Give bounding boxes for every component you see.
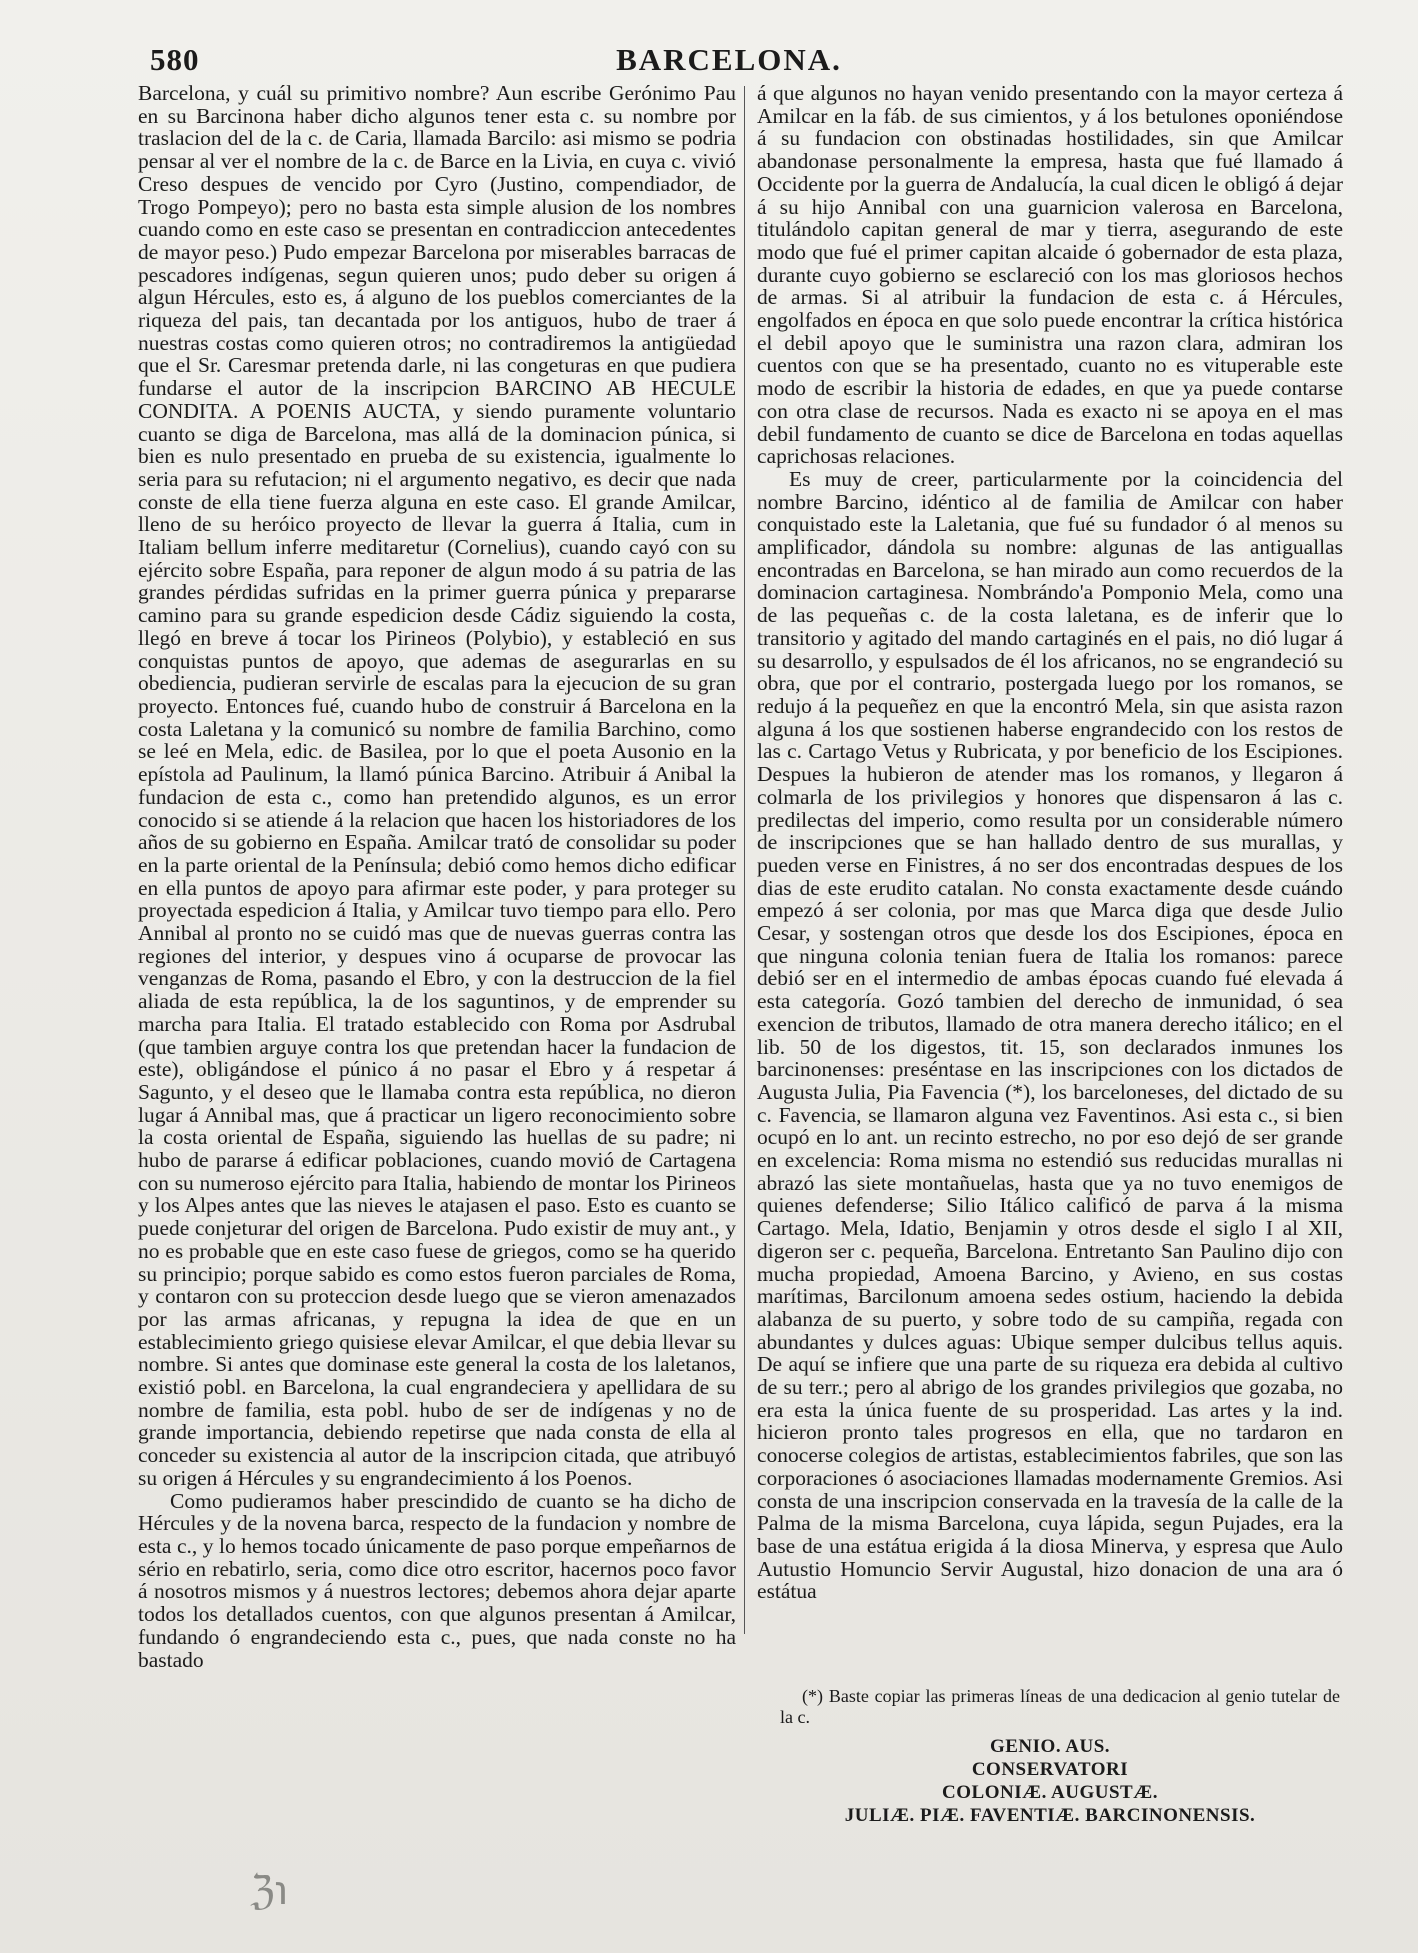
inscription-line: GENIO. AUS. xyxy=(989,1736,1111,1757)
left-paragraph-1: Barcelona, y cuál su primitivo nombre? Aun escribe Gerónimo Pau en su Barcinona haber dicho algunos tener esta c. su nombre por traslacion del de la c. de Caria, llamada Barcilo: asi mismo se podria pensar al ver el nombre de la c. de Barce en la Livia, en cuya c. vivió Creso despues de vencido por Cyro (Justino, compendiador, de Trogo Pompeyo); pero no basta esta simple alusion de los nombres cuando como en este caso se presentan en contradiccion antecedentes de mayor peso.) Pudo empezar Barcelona por miserables barracas de pescadores indígenas, segun quieren unos; pudo deber su origen á algun Hércules, esto es, á alguno de los pueblos comerciantes de la riqueza del pais, tan decantada por los antiguos, hubo de traer á nuestras costas como quieren otros; no contradiremos la antigüedad que el Sr. Caresmar pretenda darle, ni las congeturas en que pudiera fundarse el autor de la inscripcion BARCINO AB HECULE CONDITA. A POENIS AUCTA, y siendo puramente voluntario cuanto se diga de Barcelona, mas allá de la dominacion púnica, si bien es nulo presentado en prueba de su existencia, igualmente lo seria para su refutacion; ni el argumento negativo, es decir que nada conste de ella tiene fuerza alguna en este caso. El grande Amilcar, lleno de su heróico proyecto de llevar la guerra á Italia, cum in Italiam bellum inferre meditaretur (Cornelius), cuando cayó con su ejército sobre España, para reponer de algun modo á su patria de las grandes pérdidas sufridas en la primer guerra púnica y prepararse camino para su grande espedicion desde Cádiz siguiendo la costa, llegó en breve á tocar los Pirineos (Polybio), y estableció en sus conquistas puntos de apoyo, que ademas de asegurarlas en su obediencia, pudieran servirle de escalas para la ejecucion de su gran proyecto. Entonces fué, cuando hubo de construir á Barcelona en la costa Laletana y la comunicó su nombre de familia Barchino, como se leé en Mela, edic. de Basilea, por lo que el poeta Ausonio en la epístola ad Paulinum, la llamó púnica Barcino. Atribuir á Anibal la fundacion de esta c., como han pretendido algunos, es un error conocido si se atiende á la relacion que hacen los historiadores de los años de su gobierno en España. Amilcar trató de consolidar su poder en la parte oriental de la Península; debió como hemos dicho edificar en ella puntos de apoyo para afirmar este poder, y para proteger su proyectada espedicion á Italia, y Amilcar tuvo tiempo para ello. Pero Annibal al pronto no se cuidó mas que de nuevas guerras contra las regiones del interior, y despues vino á ocuparse de provocar las venganzas de Roma, pasando el Ebro, y con la destruccion de la fiel aliada de esta república, la de los saguntinos, y de emprender su marcha para Italia. El tratado establecido con Roma por Asdrubal (que tambien arguye contra los que pretendan hacer la fundacion de este), obligándose el púnico á no pasar el Ebro y á respetar á Sagunto, y el deseo que le llamaba contra esta república, no dieron lugar á Annibal mas, que á practicar un ligero reconocimiento sobre la costa oriental de España, siguiendo las huellas de su padre; ni hubo de pararse á edificar poblaciones, cuando movió de Cartagena con su numeroso ejército para Italia, habiendo de montar los Pirineos y los Alpes antes que las nieves le atajasen el paso. Esto es cuanto se puede conjeturar del origen de Barcelona. Pudo existir de muy ant., y no es probable que en este caso fuese de griegos, como se ha querido su principio; porque sabido es como estos fueron parciales de Roma, y contaron con su proteccion desde luego que se vieron amenazados por las armas africanas, y repugna la idea de que en un establecimiento griego quisiese elevar Amilcar, el que debia llevar su nombre. Si antes que dominase este general la costa de los laletanos, existió pobl. en Barcelona, la cual engrandeciera y apellidara de su nombre de familia, esta pobl. hubo de ser de indígenas y no de grande importancia, debiendo repetirse que nada consta de ella al conceder su existencia al autor de la inscripcion citada, que atribuyó su origen á Hércules y su engrandecimiento á los Poenos. xyxy=(138,81,736,1490)
right-paragraph-1: á que algunos no hayan venido presentando con la mayor certeza á Amilcar en la fáb. de sus cimientos, y á los betulones oponiéndose á su fundacion con obstinadas hostilidades, sin que Amilcar abandonase personalmente la empresa, hasta que fué llamado á Occidente por la guerra de Andalucía, la cual dicen le obligó á dejar á su hijo Annibal con una guarnicion valerosa en Barcelona, titulándolo capitan general de mar y tierra, asegurando de este modo que fué el primer capitan alcaide ó gobernador de esta plaza, durante cuyo gobierno se esclareció con los mas gloriosos hechos de armas. Si al atribuir la fundacion de esta c. á Hércules, engolfados en época en que solo puede encontrar la crítica histórica el debil apoyo que le suministra una razon clara, admiran los cuentos con que se ha presentado, cuanto no es vituperable este modo de escribir la historia de edades, en que ya puede contarse con otra clase de recursos. Nada es exacto ni se apoya en el mas debil fundamento de cuanto se dice de Barcelona en todas aquellas caprichosas relaciones. xyxy=(757,81,1343,469)
inscription-block xyxy=(757,1735,1343,1827)
footnote-text: (*) Baste copiar las primeras líneas de una dedicacion al genio tutelar de la c. xyxy=(780,1686,1340,1727)
right-column xyxy=(757,82,1343,1603)
running-title: BARCELONA. xyxy=(616,42,842,77)
left-column xyxy=(138,82,736,1671)
page-number: 580 xyxy=(150,42,200,77)
right-paragraph-2: Es muy de creer, particularmente por la coincidencia del nombre Barcino, idéntico al de familia de Amilcar con haber conquistado este la Laletania, que fué su fundador ó al menos su amplificador, dándola su nombre: algunas de las antiguallas encontradas en Barcelona, se han mirado aun como recuerdos de la dominacion cartaginesa. Nombrándo'a Pomponio Mela, como una de las pequeñas c. de la costa laletana, es de inferir que lo transitorio y agitado del mando cartaginés en el pais, no dió lugar á su desarrollo, y espulsados de él los africanos, no se engrandeció su obra, que por el contrario, postergada luego por los romanos, se redujo á la pequeñez en que la encontró Mela, sin que asista razon alguna á los que sostienen haberse engrandecido con los restos de las c. Cartago Vetus y Rubricata, y por beneficio de los Escipiones. Despues la hubieron de atender mas los romanos, y llegaron á colmarla de los privilegios y honores que dispensaron á las c. predilectas del imperio, como resulta por un considerable número de inscripciones que se han hallado dentro de sus murallas, y pueden verse en Finistres, á no ser dos encontradas despues de los dias de este erudito catalan. No consta exactamente desde cuándo empezó á ser colonia, por mas que Marca diga que desde Julio Cesar, y sostengan otros que desde los dos Escipiones, época en que ninguna colonia tenian fuera de Italia los romanos: parece debió ser en el intermedio de ambas épocas cuando fué elevada á esta categoría. Gozó tambien del derecho de inmunidad, ó sea exencion de tributos, llamado de otra manera derecho itálico; en el lib. 50 de los digestos, tit. 15, son declarados inmunes los barcinonenses: preséntase en las inscripciones con los dictados de Augusta Julia, Pia Favencia (*), los barceloneses, del dictado de su c. Favencia, se llamaron alguna vez Faventinos. Asi esta c., si bien ocupó en lo ant. un recinto estrecho, no por eso dejó de ser grande en excelencia: Roma misma no estendió sus reducidas murallas ni abrazó las siete montañuelas, hasta que ya no tuvo enemigos de quienes defenderse; Silio Itálico calificó de parva á la misma Cartago. Mela, Idatio, Benjamin y otros desde el siglo I al XII, digeron ser c. pequeña, Barcelona. Entretanto San Paulino dijo con mucha propiedad, Amoena Barcino, y Avieno, en sus costas marítimas, Barcilonum amoena sedes ostium, haciendo la debida alabanza de su puerto, y sobre todo de su campiña, regada con abundantes y dulces aguas: Ubique semper dulcibus tellus aquis. De aquí se infiere que una parte de su riqueza era debida al cultivo de su terr.; pero al abrigo de los grandes privilegios que gozaba, no era esta la única fuente de su prosperidad. Las artes y la ind. hicieron pronto tales progresos en ella, que no tardaron en conocerse colegios de artistas, establecimientos fabriles, que son las corporaciones ó asociaciones llamadas modernamente Gremios. Asi consta de una inscripcion conservada en la travesía de la calle de la Palma de la misma Barcelona, cuya lápida, segun Pujades, era la base de una estátua erigida á la diosa Minerva, y espresa que Aulo Autustio Homuncio Servir Augustal, hizo donacion de una ara ó estátua xyxy=(757,466,1343,1604)
inscription-line: JULIÆ. PIÆ. FAVENTIÆ. BARCINONENSIS. xyxy=(844,1805,1256,1826)
inscription-line: CONSERVATORI xyxy=(971,1759,1129,1780)
footnote xyxy=(780,1686,1340,1728)
page-header xyxy=(150,42,1308,84)
left-paragraph-2: Como pudieramos haber prescindido de cuanto se ha dicho de Hércules y de la novena barca, respecto de la fundacion y nombre de esta c., y lo hemos tocado únicamente de paso porque empeñarnos de sério en rebatirlo, seria, como dice otro escritor, hacernos poco favor á nosotros mismos y á nuestros lectores; debemos ahora dejar aparte todos los detallados cuentos, con que algunos presentan á Amilcar, fundando ó engrandeciendo esta c., pues, que nada conste no ha bastado xyxy=(138,1488,736,1672)
inscription-line: COLONIÆ. AUGUSTÆ. xyxy=(942,1782,1158,1803)
column-divider xyxy=(744,86,745,1634)
handwritten-mark: ℨ℩ xyxy=(250,1868,289,1914)
